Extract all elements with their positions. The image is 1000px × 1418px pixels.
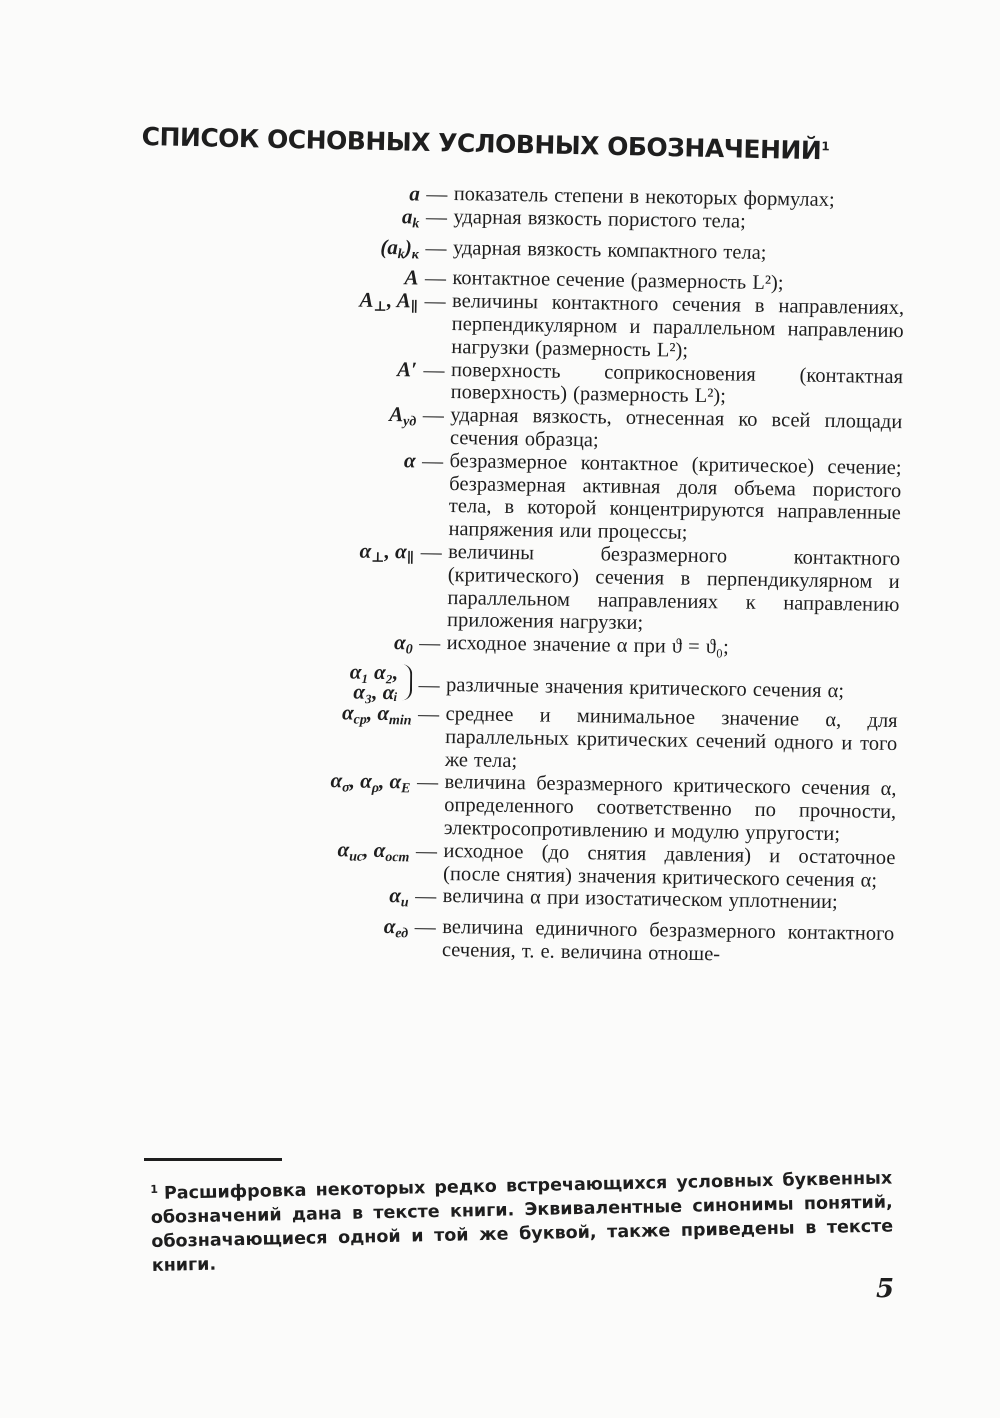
curly-brace — [401, 664, 413, 700]
notation-symbol: $A_{уд}$ — [389, 402, 417, 430]
entry-dash: — — [425, 204, 448, 229]
footnote-mark: 1 — [150, 1182, 159, 1196]
notation-definition: величина единичного безразмерного контактного сечения, т. е. величина отноше- — [441, 916, 895, 966]
notation-entry — [257, 287, 908, 366]
notation-symbol-group: α₁ α₂, α₃, αᵢ — [252, 660, 413, 703]
entry-dash: — — [416, 769, 439, 795]
notation-definition: величины безразмерного контактного (критического) сечения в перпендикулярном и параллельном направлениях к направлению приложения нагрузки; — [446, 540, 901, 635]
notation-definition: различные значения критического сечения α; — [445, 673, 845, 703]
notation-symbol: $(a_k)_к$ — [380, 234, 419, 263]
notation-symbol: α — [403, 448, 416, 473]
footnote-text: Расшифровка некоторых редко встречающихся условных буквенных обозначений дана в тексте книги. Эквивалентные синонимы понятий, обозначающиеся одной и той же буквой, также приведены в тексте книги. — [150, 1168, 894, 1276]
notation-symbol: $A_\perp$, $A_\parallel$ — [359, 287, 419, 316]
notation-definition: исходное (до снятия давления) и остаточное (после снятия) значения критического сечения α; — [442, 839, 896, 892]
notation-definition: поверхность соприкосновения (контактная поверхность) (размерность L²); — [450, 358, 904, 408]
notation-entry — [250, 768, 901, 847]
notation-symbol: $a_k$ — [401, 204, 420, 232]
entry-dash: — — [418, 672, 440, 697]
notation-definition: ударная вязкость, отнесенная ко всей площади сечения образца; — [449, 404, 903, 452]
notation-entry — [251, 700, 902, 779]
notation-symbol: A′ — [396, 356, 418, 382]
notation-definition: величина безразмерного критического сечения α, определенного соответственно по прочности, электросопротивлению и модулю упругости; — [443, 771, 897, 846]
footnote — [150, 1162, 894, 1278]
notation-symbol: A — [404, 265, 419, 290]
notation-definition: величины контактного сечения в направлениях, перпендикулярном и параллельном направлению нагрузки (размерность L²); — [451, 290, 905, 362]
page-number: 5 — [876, 1274, 895, 1304]
notation-symbol: $\alpha_{ср}$, $\alpha_{min}$ — [341, 700, 412, 729]
notation-definition: показатель степени в некоторых формулах; — [453, 183, 835, 212]
entry-dash: — — [415, 838, 438, 863]
notation-entry — [248, 913, 899, 969]
notation-definition: ударная вязкость пористого тела; — [453, 205, 746, 233]
notation-symbol: $\alpha_0$ — [393, 630, 413, 658]
notation-symbol: $\alpha_\perp$, $\alpha_\parallel$ — [359, 538, 415, 567]
notation-symbol: $\alpha_\sigma$, $\alpha_\rho$, $\alpha_E$ — [330, 768, 411, 797]
notation-definition: среднее и минимальное значение α, для параллельных критических сечений одного и того же тела; — [444, 702, 898, 772]
notation-definition: безразмерное контактное (критическое) сечение; безразмерная активная доля объема пористого тела, в которой концентрируются направленные напряжения или процессы; — [448, 449, 902, 544]
notation-entry — [253, 538, 904, 639]
entry-dash: — — [420, 539, 442, 564]
entry-dash: — — [415, 883, 437, 909]
entry-dash: — — [419, 630, 441, 656]
entry-dash: — — [424, 288, 446, 314]
notation-definition: величина α при изостатическом уплотнении; — [442, 885, 838, 914]
entry-dash: — — [417, 701, 440, 726]
entry-dash: — — [426, 181, 448, 206]
notation-symbol: $\alpha_{ис}$, $\alpha_{ост}$ — [337, 837, 410, 866]
notation-symbol: $\alpha_и$ — [389, 883, 409, 911]
footnote-separator — [144, 1158, 282, 1161]
entry-dash: — — [422, 402, 445, 428]
notation-symbol: a — [409, 181, 420, 206]
notation-entry — [254, 447, 905, 548]
notation-definition: контактное сечение (размерность L²); — [452, 267, 784, 295]
notation-definition: ударная вязкость компактного тела; — [452, 236, 767, 264]
entry-dash: — — [414, 914, 436, 939]
notation-definition: исходное значение α при ϑ = ϑ₀; — [446, 632, 729, 659]
title-footnote-mark: 1 — [821, 139, 830, 154]
page-title: СПИСОК ОСНОВНЫХ УСЛОВНЫХ ОБОЗНАЧЕНИЙ$^1$ — [141, 122, 830, 166]
entry-dash: — — [425, 235, 447, 260]
entry-dash: — — [423, 357, 445, 382]
entry-dash: — — [421, 448, 444, 473]
entry-dash: — — [424, 265, 447, 291]
notation-symbol: $\alpha_{ед}$ — [383, 914, 409, 942]
notation-list — [248, 180, 910, 969]
